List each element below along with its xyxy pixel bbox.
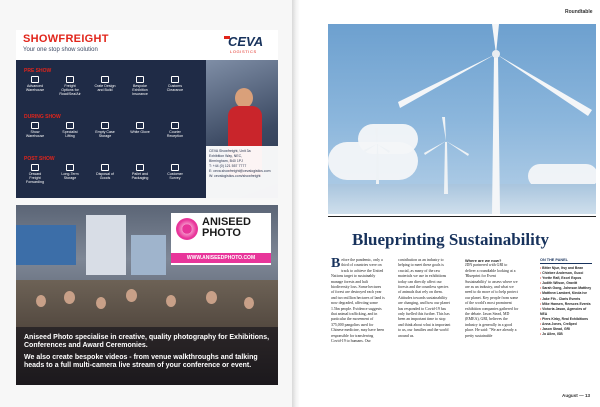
panelist: • Anna Jones, Cre8ped (540, 322, 592, 327)
contact-line: Birmingham, B40 1PJ (209, 159, 243, 163)
article-headline: Blueprinting Sustainability (352, 230, 549, 249)
subheading: Where are we now? (465, 258, 502, 263)
contact-box (206, 146, 278, 198)
panelist: • Yvette Rafi, Excel Expos (540, 276, 592, 281)
section-heading-pre-show: PRE SHOW (24, 68, 52, 74)
panelist: • Jo Allen, ISB (540, 332, 592, 337)
aniseed-caption (16, 327, 278, 385)
ceva-logo-sub: LOGISTICS (230, 49, 257, 54)
contact-line: Exhibition Way, NEC, (209, 154, 243, 158)
article-text: JDN partnered with GRI to deliver a roundtable looking at a 'Blueprint for Event Sustainability' to assess where we are as an industry, and what we need to do more of to help protect our planet. Key people from some of the world's most prominent exhibition companies gathered for the debate. Jason Stead, MD (EMEA), GRI, believes the industry is generally in a good place. He said: "We are already a pretty sustainable (465, 263, 519, 338)
service-crate-design: Crate Design and Build (94, 76, 116, 92)
survey-icon (171, 164, 179, 171)
crate-icon (101, 76, 109, 83)
panelist: • Victoria Jason, Agencies of NEA (540, 307, 592, 317)
service-storage: Long-Term Storage (59, 164, 81, 180)
hero-rule (328, 216, 596, 217)
aniseed-photo-advert (16, 205, 278, 385)
turbine-small (364, 128, 390, 184)
service-freight-options: Freight Options for Road/Sea/Air (59, 76, 81, 96)
aniseed-logo-text (202, 217, 251, 239)
panelist: • Chiebee Anderson, Gucci (540, 271, 592, 276)
aniseed-caption-2: We also create bespoke videos - from venue walkthroughs and talking heads to a full multi-camera live stream of your conference or event. (24, 354, 258, 369)
service-survey: Customer Survey (164, 164, 186, 180)
panelist: • Jason Stead, GRI (540, 327, 592, 332)
panelist: • Judith Wilson, Gravitt (540, 281, 592, 286)
aniseed-name-line1: ANISEED (202, 216, 251, 228)
article-text: efore the pandemic, only a third of countries were on track to achieve the United Nations target to sustainably manage forests and halt biodiversity loss. Some hectares of forest are destroyed each year and two million hectares of land is now degraded, affecting some 1.5bn people. Evidence suggests that animal trafficking, and in particular the movement of 375,000 pangolins used for Chinese medicine, may have been responsible for transferring Covid-19 to humans. Our (331, 258, 385, 344)
section-tag: Roundtable (565, 9, 593, 15)
panelist: • Mike Hansen, Reesces Events (540, 302, 592, 307)
panelist: • Sarah Gong, Johnson Matthey (540, 286, 592, 291)
wind-turbine-photo (328, 24, 596, 214)
visitor (244, 297, 254, 309)
warehouse-icon (31, 122, 39, 129)
case-icon (101, 122, 109, 129)
customs-icon (171, 76, 179, 83)
aniseed-name-line2: PHOTO (202, 227, 241, 239)
service-advanced-warehouse: Advanced Warehouse (24, 76, 46, 92)
panel-sidebar (540, 258, 592, 337)
turbine-medium (424, 117, 469, 194)
showfreight-title: SHOWFREIGHT (23, 33, 109, 45)
forklift-icon (66, 122, 74, 129)
visitor (36, 295, 46, 307)
visitor (206, 291, 217, 304)
turbine-large (398, 24, 592, 214)
worker-head (235, 88, 253, 108)
contact-email: E: ceva.showfreight@cevalogistics.com (209, 169, 271, 173)
insurance-icon (136, 76, 144, 83)
aniseed-url: WWW.ANISEEDPHOTO.COM (171, 253, 271, 263)
contact-line: CEVA Showfreight, Unit 3a (209, 149, 251, 153)
article-column-2 (398, 258, 452, 339)
service-packaging: Pallet and Packaging (129, 164, 151, 180)
warehouse-icon (31, 76, 39, 83)
page-gutter (292, 0, 300, 407)
service-show-warehouse: Show Warehouse (24, 122, 46, 138)
contact-phone: T: +44 (0) 121 557 7777 (209, 164, 247, 168)
courier-icon (171, 122, 179, 129)
ceva-logo: CEVA (228, 34, 264, 49)
service-white-glove: White Glove (129, 122, 151, 134)
service-customs: Customs Clearance (164, 76, 186, 92)
contact-web: W: cevalogistics.com/showfreight (209, 174, 261, 178)
article-text: contribution as an industry to helping to meet these goals is crucial, as many of the raw materials we use in exhibitions today can directly affect our forests and the countless species of animals that rely on them. Attitudes towards sustainability are changing, and how our planet has responded to Covid-19 has only fuelled this further. This has been an important time to stop and think about what is important to us, our families and the world around us. (398, 258, 451, 338)
service-onward-freight: Onward Freight Forwarding (24, 164, 46, 184)
glove-icon (136, 122, 144, 129)
exhibition-stand (86, 215, 126, 275)
article-column-3 (465, 258, 519, 339)
aniseed-caption-1: Aniseed Photo specialise in creative, quality photography for Exhibitions, Conferences and Award Ceremonies. (24, 334, 270, 349)
exhibition-booth (16, 225, 76, 265)
freight-icon (66, 76, 74, 83)
article-column-1 (331, 258, 385, 345)
panelist: • Bitter Njue, Itsy and Bean (540, 266, 592, 271)
visitor (126, 289, 137, 302)
showfreight-subtitle: Your one stop show solution (23, 47, 98, 53)
exhibition-stand (131, 235, 166, 275)
panelist: • Matthew Lambert, Kinda ive (540, 291, 592, 296)
service-courier: Courier Reception (164, 122, 186, 138)
bin-icon (101, 164, 109, 171)
sidebar-title: ON THE PANEL (540, 258, 592, 264)
aniseed-flower-icon (176, 218, 198, 240)
turbines-svg (328, 24, 596, 214)
visitor (96, 297, 106, 309)
service-disposal: Disposal of Goods (94, 164, 116, 180)
showfreight-advert (16, 30, 278, 198)
service-lifting: Specialist Lifting (59, 122, 81, 138)
plane-icon (31, 164, 39, 171)
section-heading-post-show: POST SHOW (24, 156, 55, 162)
left-page (0, 0, 292, 407)
panelist: • Jake Fih - Claris Events (540, 297, 592, 302)
page-folio: August — 13 (562, 393, 591, 398)
visitor (64, 291, 75, 304)
service-empty-case: Empty Case Storage (94, 122, 116, 138)
storage-icon (66, 164, 74, 171)
panelist: • Piers Kirby, Real Exhibitions (540, 317, 592, 322)
section-heading-during-show: DURING SHOW (24, 114, 61, 120)
dropcap: B (331, 256, 341, 271)
pallet-icon (136, 164, 144, 171)
service-insurance: Bespoke Exhibition Insurance (129, 76, 151, 96)
visitor (166, 295, 176, 307)
